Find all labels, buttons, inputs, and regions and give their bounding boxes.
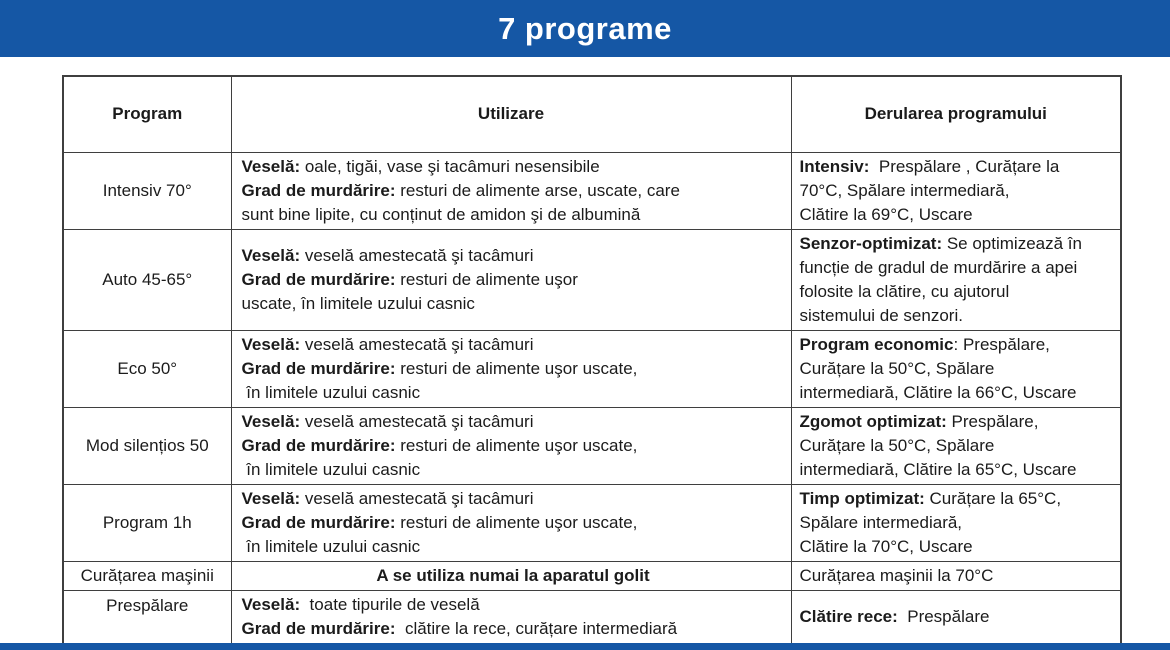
utilizare-cell [231, 330, 791, 407]
text-line: A se utiliza numai la aparatul golit [376, 565, 650, 585]
utilizare-cell [231, 152, 791, 229]
text-line: Grad de murdărire: clătire la rece, curățare intermediară [241, 618, 678, 638]
bottom-accent-bar [0, 643, 1170, 650]
programs-table-wrap [62, 75, 1120, 645]
utilizare-cell [231, 407, 791, 484]
text-line: Curățare la 50°C, Spălare [799, 435, 995, 455]
program-cell: Intensiv 70° [63, 152, 231, 229]
table-row [63, 484, 1121, 561]
text-line: Veselă: oale, tigăi, vase şi tacâmuri nesensibile [241, 156, 600, 176]
text-line: Grad de murdărire: resturi de alimente uşor uscate, [241, 435, 638, 455]
derularea-cell [791, 590, 1121, 644]
derularea-cell [791, 407, 1121, 484]
text-line: Grad de murdărire: resturi de alimente uşor uscate, [241, 358, 638, 378]
text-line: Veselă: veselă amestecată şi tacâmuri [241, 488, 534, 508]
derularea-cell [791, 152, 1121, 229]
header-row [63, 76, 1121, 152]
text-line: intermediară, Clătire la 66°C, Uscare [799, 382, 1077, 402]
program-cell: Program 1h [63, 484, 231, 561]
text-line: Veselă: veselă amestecată şi tacâmuri [241, 411, 534, 431]
text-line: 70°C, Spălare intermediară, [799, 180, 1010, 200]
program-cell: Prespălare [63, 590, 231, 644]
text-line: Veselă: veselă amestecată şi tacâmuri [241, 334, 534, 354]
text-line: Intensiv: Prespălare , Curățare la [799, 156, 1060, 176]
program-table-body [63, 152, 1121, 644]
text-line: în limitele uzului casnic [241, 459, 421, 479]
text-line: Grad de murdărire: resturi de alimente arse, uscate, care [241, 180, 680, 200]
utilizare-cell [231, 229, 791, 330]
programs-table [62, 75, 1122, 645]
text-line: sunt bine lipite, cu conținut de amidon şi de albumină [241, 204, 641, 224]
program-cell: Curățarea maşinii [63, 561, 231, 590]
text-line: Program economic: Prespălare, [799, 334, 1050, 354]
table-row [63, 407, 1121, 484]
title-banner [0, 0, 1170, 57]
utilizare-cell [231, 561, 791, 590]
utilizare-cell [231, 590, 791, 644]
derularea-cell [791, 561, 1121, 590]
text-line: Senzor-optimizat: Se optimizează în [799, 233, 1082, 253]
text-line: uscate, în limitele uzului casnic [241, 293, 475, 313]
table-row [63, 229, 1121, 330]
derularea-cell [791, 229, 1121, 330]
text-line: sistemului de senzori. [799, 305, 963, 325]
text-line: Clătire rece: Prespălare [799, 606, 990, 626]
text-line: Grad de murdărire: resturi de alimente uşor [241, 269, 578, 289]
text-line: Veselă: veselă amestecată şi tacâmuri [241, 245, 534, 265]
program-cell: Eco 50° [63, 330, 231, 407]
utilizare-cell [231, 484, 791, 561]
table-row [63, 590, 1121, 644]
text-line: Curățarea maşinii la 70°C [799, 565, 994, 585]
column-header-derularea: Derularea programului [791, 76, 1121, 152]
text-line: funcție de gradul de murdărire a apei [799, 257, 1078, 277]
text-line: Veselă: toate tipurile de veselă [241, 594, 480, 614]
text-line: folosite la clătire, cu ajutorul [799, 281, 1010, 301]
text-line: Curățare la 50°C, Spălare [799, 358, 995, 378]
derularea-cell [791, 484, 1121, 561]
text-line: Spălare intermediară, [799, 512, 963, 532]
page-title: 7 programe [498, 10, 672, 46]
program-cell: Mod silențios 50 [63, 407, 231, 484]
table-row [63, 561, 1121, 590]
table-row [63, 152, 1121, 229]
text-line: Grad de murdărire: resturi de alimente uşor uscate, [241, 512, 638, 532]
text-line: Clătire la 69°C, Uscare [799, 204, 973, 224]
text-line: Zgomot optimizat: Prespălare, [799, 411, 1039, 431]
derularea-cell [791, 330, 1121, 407]
column-header-utilizare: Utilizare [231, 76, 791, 152]
program-cell: Auto 45-65° [63, 229, 231, 330]
text-line: intermediară, Clătire la 65°C, Uscare [799, 459, 1077, 479]
text-line: Clătire la 70°C, Uscare [799, 536, 973, 556]
column-header-program: Program [63, 76, 231, 152]
table-row [63, 330, 1121, 407]
text-line: în limitele uzului casnic [241, 536, 421, 556]
text-line: Timp optimizat: Curățare la 65°C, [799, 488, 1062, 508]
text-line: în limitele uzului casnic [241, 382, 421, 402]
